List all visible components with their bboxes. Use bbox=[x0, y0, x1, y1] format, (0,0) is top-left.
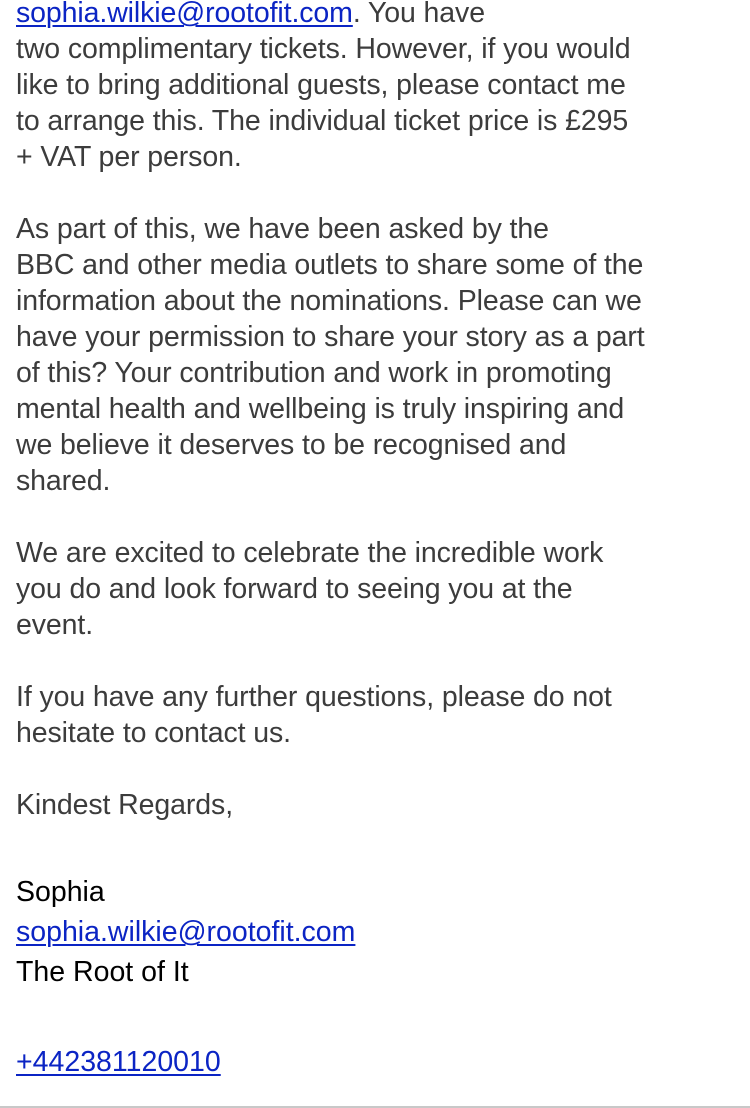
paragraph-line: event. bbox=[16, 609, 94, 641]
paragraph-line: We are excited to celebrate the incredible work bbox=[16, 537, 604, 569]
paragraph-line: shared. bbox=[16, 465, 111, 497]
paragraph-line: you do and look forward to seeing you at the bbox=[16, 573, 573, 605]
signature-phone-link[interactable]: +442381120010 bbox=[16, 1046, 221, 1078]
paragraph-media-permission bbox=[16, 211, 736, 499]
paragraph-line: mental health and wellbeing is truly inspiring and bbox=[16, 393, 625, 425]
paragraph-line: we believe it deserves to be recognised and bbox=[16, 429, 567, 461]
sender-email-link[interactable]: sophia.wilkie@rootofit.com bbox=[16, 0, 353, 29]
paragraph-line: information about the nominations. Please can we bbox=[16, 285, 642, 317]
paragraph-line: hesitate to contact us. bbox=[16, 717, 291, 749]
paragraph-line: have your permission to share your story as a part bbox=[16, 321, 645, 353]
paragraph-line: to arrange this. The individual ticket price is £295 bbox=[16, 105, 629, 137]
email-body bbox=[16, 0, 736, 859]
closing-text: Kindest Regards, bbox=[16, 789, 234, 821]
paragraph-line: If you have any further questions, please do not bbox=[16, 681, 612, 713]
paragraph-line: BBC and other media outlets to share some of the bbox=[16, 249, 644, 281]
signature-email-link[interactable]: sophia.wilkie@rootofit.com bbox=[16, 916, 356, 948]
paragraph-line bbox=[16, 0, 736, 31]
signature-company: The Root of It bbox=[16, 956, 189, 988]
paragraph-text: . You have bbox=[352, 0, 485, 29]
paragraph-tickets bbox=[16, 0, 736, 175]
paragraph-line: + VAT per person. bbox=[16, 141, 242, 173]
signature-phone-row bbox=[16, 1042, 736, 1082]
paragraph-line: two complimentary tickets. However, if you would bbox=[16, 33, 631, 65]
paragraph-questions bbox=[16, 679, 736, 751]
closing-line bbox=[16, 787, 736, 823]
paragraph-line: of this? Your contribution and work in promoting bbox=[16, 357, 612, 389]
paragraph-line: As part of this, we have been asked by the bbox=[16, 213, 549, 245]
signature-name: Sophia bbox=[16, 876, 105, 908]
paragraph-celebrate bbox=[16, 535, 736, 643]
signature-email-row bbox=[16, 912, 736, 952]
paragraph-line: like to bring additional guests, please contact me bbox=[16, 69, 626, 101]
